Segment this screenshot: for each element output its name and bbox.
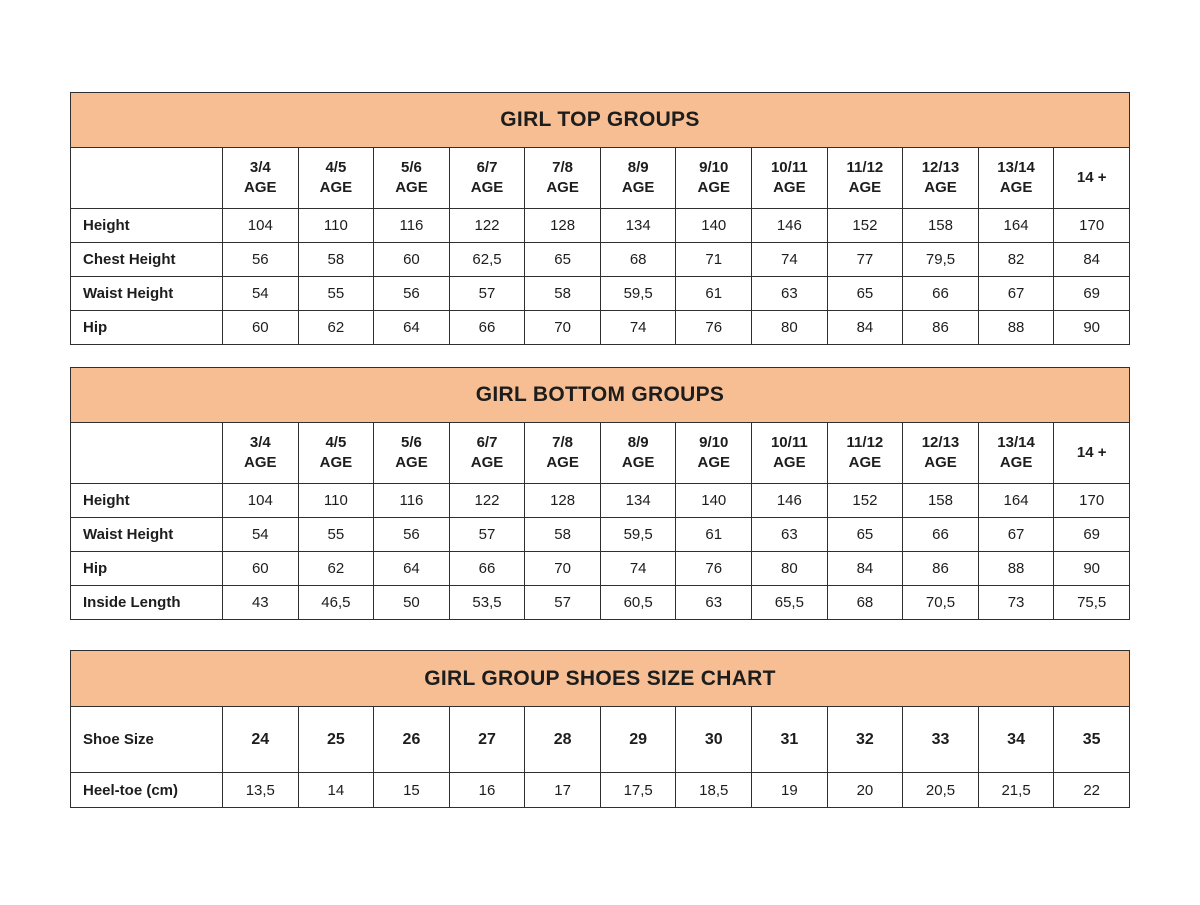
value-cell: 110 [298, 209, 374, 243]
value-cell: 65 [827, 518, 903, 552]
value-cell: 60 [223, 311, 299, 345]
value-cell: 15 [374, 773, 450, 808]
value-cell: 20 [827, 773, 903, 808]
age-column-header-top: 4/5 [325, 158, 347, 176]
value-cell: 19 [752, 773, 828, 808]
value-cell: 86 [903, 311, 979, 345]
age-column-header-bottom: AGE [621, 454, 655, 471]
value-cell: 80 [752, 552, 828, 586]
value-cell: 17,5 [600, 773, 676, 808]
value-cell: 65,5 [752, 586, 828, 620]
age-column-header-top: 7/8 [552, 433, 574, 451]
value-cell: 63 [676, 586, 752, 620]
value-cell: 67 [978, 277, 1054, 311]
age-column-header-bottom: AGE [395, 454, 428, 471]
row-label: Height [71, 209, 223, 243]
value-cell: 76 [676, 552, 752, 586]
age-column-header-bottom: AGE [621, 179, 655, 196]
value-cell: 64 [374, 311, 450, 345]
age-column-header [298, 148, 374, 209]
age-column-header [600, 423, 676, 484]
age-column-header [374, 423, 450, 484]
value-cell: 31 [752, 707, 828, 773]
value-cell: 71 [676, 243, 752, 277]
value-cell: 134 [600, 484, 676, 518]
corner-cell [71, 148, 223, 209]
value-cell: 55 [298, 277, 374, 311]
age-column-header [752, 148, 828, 209]
value-cell: 55 [298, 518, 374, 552]
age-column-header-bottom: AGE [697, 454, 731, 471]
value-cell: 69 [1054, 277, 1130, 311]
value-cell: 74 [752, 243, 828, 277]
age-column-header-bottom: AGE [470, 179, 504, 196]
value-cell: 74 [600, 552, 676, 586]
value-cell: 134 [600, 209, 676, 243]
age-column-header-top: 8/9 [627, 158, 649, 176]
age-column-header-bottom: AGE [244, 179, 277, 196]
value-cell: 50 [374, 586, 450, 620]
value-cell: 90 [1054, 311, 1130, 345]
value-cell: 56 [374, 277, 450, 311]
age-column-header [374, 148, 450, 209]
age-column-header-top: 8/9 [627, 433, 649, 451]
value-cell: 68 [827, 586, 903, 620]
value-cell: 14 [298, 773, 374, 808]
value-cell: 58 [525, 518, 601, 552]
age-column-header-top: 10/11 [770, 158, 808, 176]
table-title-banner [71, 93, 1130, 148]
value-cell: 128 [525, 209, 601, 243]
value-cell: 104 [223, 209, 299, 243]
value-cell: 146 [752, 484, 828, 518]
value-cell: 27 [449, 707, 525, 773]
age-column-header-bottom: AGE [848, 454, 882, 471]
value-cell: 56 [223, 243, 299, 277]
value-cell: 33 [903, 707, 979, 773]
value-cell: 18,5 [676, 773, 752, 808]
value-cell: 46,5 [298, 586, 374, 620]
age-column-header [752, 423, 828, 484]
value-cell: 25 [298, 707, 374, 773]
value-cell: 60 [374, 243, 450, 277]
corner-cell [71, 423, 223, 484]
girl-top-groups-table [70, 92, 1130, 345]
row-label: Chest Height [71, 243, 223, 277]
value-cell: 64 [374, 552, 450, 586]
value-cell: 86 [903, 552, 979, 586]
value-cell: 82 [978, 243, 1054, 277]
age-column-header-bottom: AGE [924, 454, 957, 471]
value-cell: 88 [978, 311, 1054, 345]
table-title: GIRL GROUP SHOES SIZE CHART [424, 666, 776, 690]
value-cell: 54 [223, 518, 299, 552]
age-column-header [978, 423, 1054, 484]
age-column-header [903, 148, 979, 209]
value-cell: 22 [1054, 773, 1130, 808]
value-cell: 53,5 [449, 586, 525, 620]
value-cell: 24 [223, 707, 299, 773]
age-column-header-top: 12/13 [921, 158, 960, 176]
age-column-header-bottom: AGE [546, 454, 579, 471]
age-column-header-top: 3/4 [249, 433, 271, 451]
value-cell: 62 [298, 311, 374, 345]
age-column-header-bottom: AGE [319, 179, 353, 196]
value-cell: 57 [525, 586, 601, 620]
row-label: Hip [71, 552, 223, 586]
value-cell: 35 [1054, 707, 1130, 773]
age-column-header [1054, 423, 1130, 484]
value-cell: 170 [1054, 209, 1130, 243]
value-cell: 59,5 [600, 518, 676, 552]
age-column-header-top: 7/8 [552, 158, 574, 176]
value-cell: 116 [374, 484, 450, 518]
age-column-header-bottom: AGE [773, 179, 806, 196]
value-cell: 13,5 [223, 773, 299, 808]
age-column-header [676, 423, 752, 484]
value-cell: 84 [827, 311, 903, 345]
value-cell: 140 [676, 209, 752, 243]
value-cell: 73 [978, 586, 1054, 620]
value-cell: 152 [827, 484, 903, 518]
row-label: Waist Height [71, 518, 223, 552]
age-column-header [449, 148, 525, 209]
value-cell: 58 [525, 277, 601, 311]
value-cell: 16 [449, 773, 525, 808]
value-cell: 79,5 [903, 243, 979, 277]
value-cell: 164 [978, 484, 1054, 518]
value-cell: 62 [298, 552, 374, 586]
value-cell: 146 [752, 209, 828, 243]
value-cell: 62,5 [449, 243, 525, 277]
value-cell: 74 [600, 311, 676, 345]
girl-top-groups-grid [70, 92, 1130, 345]
age-column-header [600, 148, 676, 209]
value-cell: 60,5 [600, 586, 676, 620]
row-label: Inside Length [71, 586, 223, 620]
value-cell: 60 [223, 552, 299, 586]
table-title-banner [71, 651, 1130, 707]
age-column-header-top: 14 + [1076, 443, 1107, 461]
age-column-header [827, 148, 903, 209]
age-column-header [223, 148, 299, 209]
age-column-header-bottom: AGE [999, 454, 1033, 471]
value-cell: 21,5 [978, 773, 1054, 808]
value-cell: 20,5 [903, 773, 979, 808]
age-column-header-bottom: AGE [924, 179, 957, 196]
value-cell: 29 [600, 707, 676, 773]
girl-shoes-size-table [70, 650, 1130, 808]
value-cell: 75,5 [1054, 586, 1130, 620]
value-cell: 59,5 [600, 277, 676, 311]
girl-shoes-size-chart-grid [70, 650, 1130, 808]
age-column-header-top: 9/10 [699, 158, 729, 176]
table-title-banner [71, 368, 1130, 423]
age-column-header [525, 148, 601, 209]
value-cell: 84 [827, 552, 903, 586]
age-column-header-top: 13/14 [997, 433, 1035, 451]
value-cell: 28 [525, 707, 601, 773]
value-cell: 58 [298, 243, 374, 277]
age-column-header [676, 148, 752, 209]
age-column-header-top: 14 + [1076, 168, 1107, 186]
value-cell: 76 [676, 311, 752, 345]
age-column-header [223, 423, 299, 484]
value-cell: 34 [978, 707, 1054, 773]
age-column-header-bottom: AGE [848, 179, 882, 196]
row-label: Height [71, 484, 223, 518]
age-column-header [978, 148, 1054, 209]
age-column-header-top: 10/11 [770, 433, 808, 451]
value-cell: 54 [223, 277, 299, 311]
value-cell: 66 [903, 518, 979, 552]
value-cell: 63 [752, 518, 828, 552]
girl-bottom-groups-grid [70, 367, 1130, 620]
age-column-header-bottom: AGE [773, 454, 806, 471]
age-column-header [298, 423, 374, 484]
age-column-header-top: 12/13 [921, 433, 960, 451]
age-column-header-bottom: AGE [395, 179, 428, 196]
age-column-header-bottom: AGE [546, 179, 579, 196]
value-cell: 63 [752, 277, 828, 311]
value-cell: 122 [449, 209, 525, 243]
value-cell: 84 [1054, 243, 1130, 277]
age-column-header-top: 5/6 [401, 158, 422, 176]
value-cell: 69 [1054, 518, 1130, 552]
value-cell: 88 [978, 552, 1054, 586]
value-cell: 158 [903, 484, 979, 518]
value-cell: 164 [978, 209, 1054, 243]
value-cell: 26 [374, 707, 450, 773]
age-column-header-top: 3/4 [249, 158, 271, 176]
row-label: Heel-toe (cm) [71, 773, 223, 808]
value-cell: 70,5 [903, 586, 979, 620]
age-column-header-bottom: AGE [319, 454, 353, 471]
value-cell: 70 [525, 552, 601, 586]
value-cell: 170 [1054, 484, 1130, 518]
value-cell: 57 [449, 277, 525, 311]
value-cell: 116 [374, 209, 450, 243]
age-column-header-bottom: AGE [470, 454, 504, 471]
value-cell: 57 [449, 518, 525, 552]
age-column-header-top: 11/12 [846, 433, 884, 451]
value-cell: 80 [752, 311, 828, 345]
value-cell: 61 [676, 277, 752, 311]
age-column-header-bottom: AGE [999, 179, 1033, 196]
value-cell: 77 [827, 243, 903, 277]
age-column-header-bottom: AGE [697, 179, 731, 196]
girl-bottom-groups-table [70, 367, 1130, 620]
value-cell: 128 [525, 484, 601, 518]
value-cell: 65 [827, 277, 903, 311]
value-cell: 17 [525, 773, 601, 808]
value-cell: 68 [600, 243, 676, 277]
age-column-header-top: 6/7 [476, 433, 498, 451]
value-cell: 140 [676, 484, 752, 518]
value-cell: 30 [676, 707, 752, 773]
age-column-header-bottom: AGE [244, 454, 277, 471]
value-cell: 158 [903, 209, 979, 243]
age-column-header [827, 423, 903, 484]
row-label: Hip [71, 311, 223, 345]
age-column-header-top: 5/6 [401, 433, 422, 451]
value-cell: 65 [525, 243, 601, 277]
value-cell: 66 [449, 552, 525, 586]
age-column-header [903, 423, 979, 484]
row-label: Shoe Size [71, 707, 223, 773]
value-cell: 43 [223, 586, 299, 620]
table-title: GIRL TOP GROUPS [500, 108, 700, 131]
value-cell: 66 [903, 277, 979, 311]
value-cell: 152 [827, 209, 903, 243]
age-column-header-top: 9/10 [699, 433, 729, 451]
value-cell: 32 [827, 707, 903, 773]
value-cell: 66 [449, 311, 525, 345]
age-column-header [1054, 148, 1130, 209]
table-title: GIRL BOTTOM GROUPS [475, 383, 725, 406]
age-column-header [449, 423, 525, 484]
age-column-header-top: 13/14 [997, 158, 1035, 176]
age-column-header-top: 6/7 [476, 158, 498, 176]
value-cell: 90 [1054, 552, 1130, 586]
value-cell: 110 [298, 484, 374, 518]
value-cell: 56 [374, 518, 450, 552]
value-cell: 104 [223, 484, 299, 518]
value-cell: 122 [449, 484, 525, 518]
row-label: Waist Height [71, 277, 223, 311]
age-column-header-top: 4/5 [325, 433, 347, 451]
age-column-header [525, 423, 601, 484]
value-cell: 70 [525, 311, 601, 345]
age-column-header-top: 11/12 [846, 158, 884, 176]
value-cell: 67 [978, 518, 1054, 552]
value-cell: 61 [676, 518, 752, 552]
